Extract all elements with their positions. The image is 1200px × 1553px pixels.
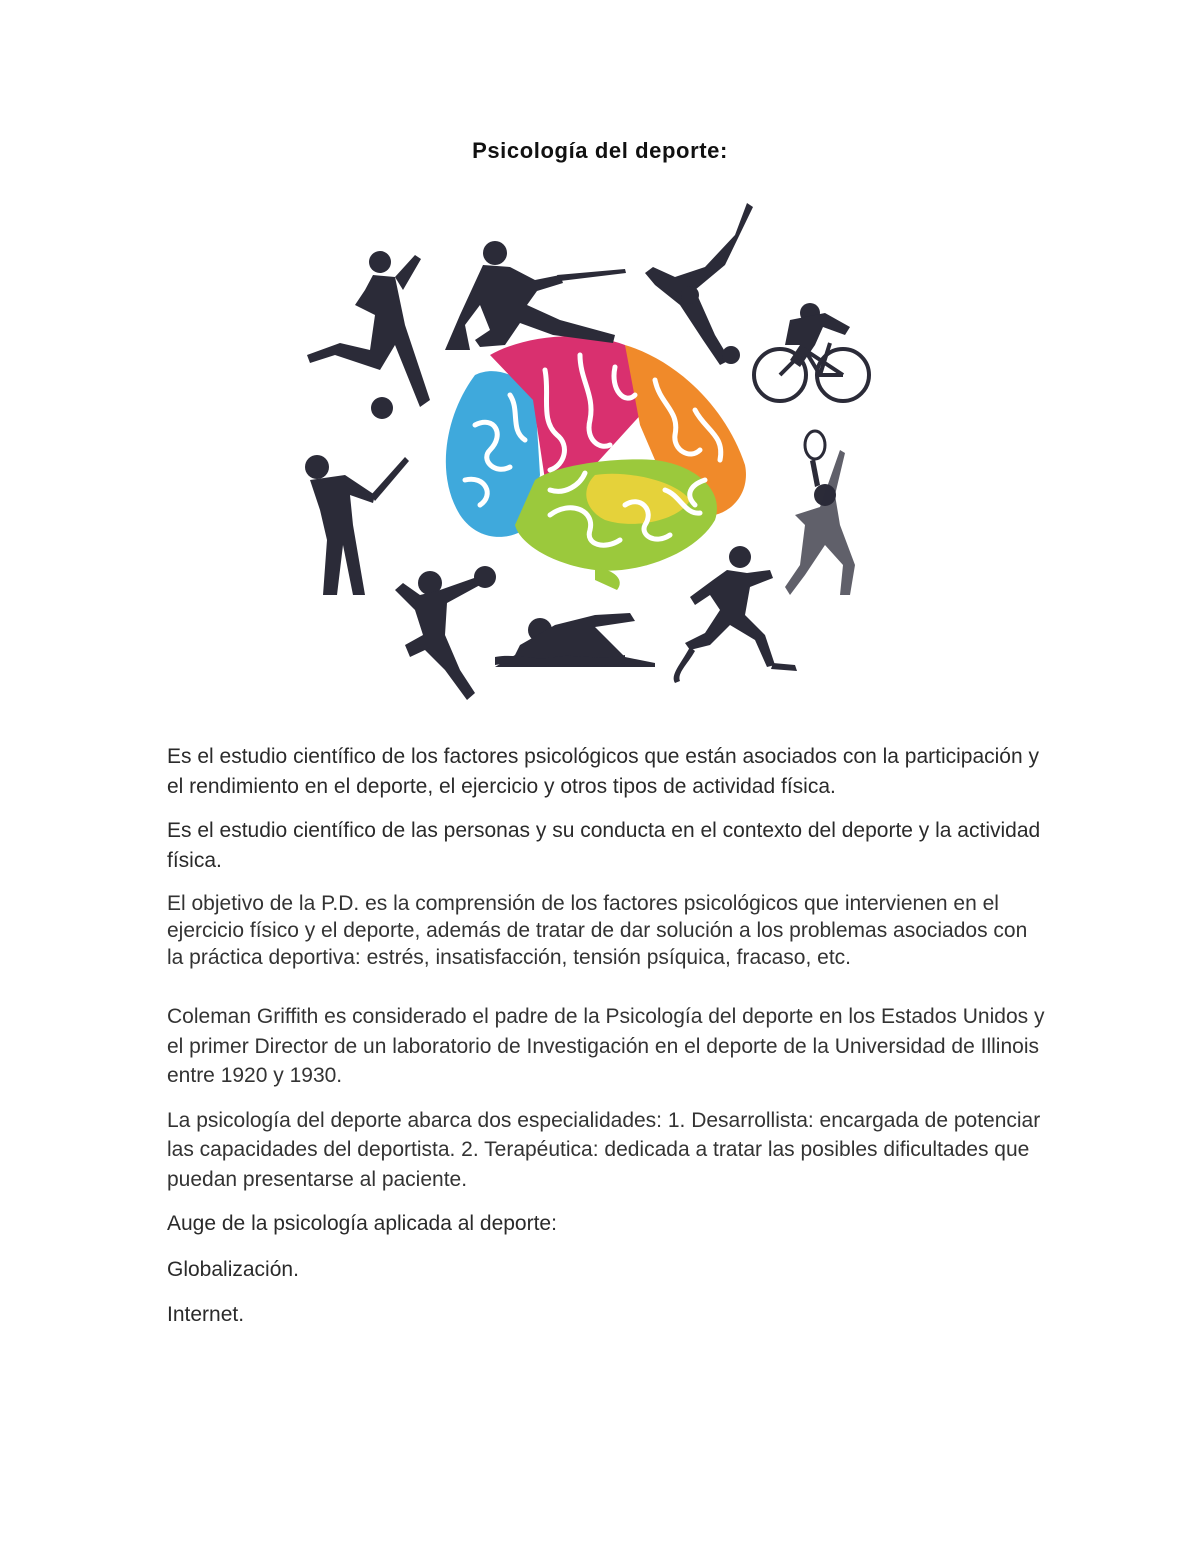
fencer-icon xyxy=(445,241,626,350)
paragraph-auge-heading: Auge de la psicología aplicada al deporte: xyxy=(167,1212,557,1235)
paragraph-definition-2: Es el estudio científico de las personas y su conducta en el contexto del deporte y la actividad física. xyxy=(167,819,1041,872)
cyclist-icon xyxy=(754,303,869,401)
golfer-icon xyxy=(305,455,409,595)
handball-player-icon xyxy=(395,566,496,700)
list-item: Globalización. xyxy=(167,1257,299,1281)
document-body xyxy=(167,742,1047,1346)
paragraph-objective: El objetivo de la P.D. es la comprensión de los factores psicológicos que intervienen en el ejercicio físico y el deporte, además de tratar de dar solución a los problemas asociados con la práctica deportiva: estrés, insatisfacción, tensión psíquica, fracaso, etc. xyxy=(167,892,1028,969)
paragraph-specialties: La psicología del deporte abarca dos especialidades: 1. Desarrollista: encargada de potenciar las capacidades del deportista. 2. Terapéutica: dedicada a tratar las posibles dificultades que puedan presentarse al paciente. xyxy=(167,1108,1041,1191)
swimmer-icon xyxy=(495,613,655,667)
paralympic-runner-icon xyxy=(674,546,797,683)
page-title: Psicología del deporte: xyxy=(472,138,728,163)
paragraph-definition: Es el estudio científico de los factores psicológicos que están asociados con la participación y el rendimiento en el deporte, el ejercicio y otros tipos de actividad física. xyxy=(167,745,1039,798)
soccer-player-icon xyxy=(307,251,430,419)
list-item: Internet. xyxy=(167,1303,245,1326)
paragraph-griffith: Coleman Griffith es considerado el padre de la Psicología del deporte en los Estados Unidos y el primer Director de un laboratorio de Investigación en el deporte de la Universidad de Illinois entre 1920 y 1930. xyxy=(167,1005,1045,1087)
tennis-player-icon xyxy=(785,431,855,595)
sports-brain-illustration xyxy=(295,195,885,715)
gymnast-icon xyxy=(645,203,753,365)
brain-icon xyxy=(446,336,746,590)
